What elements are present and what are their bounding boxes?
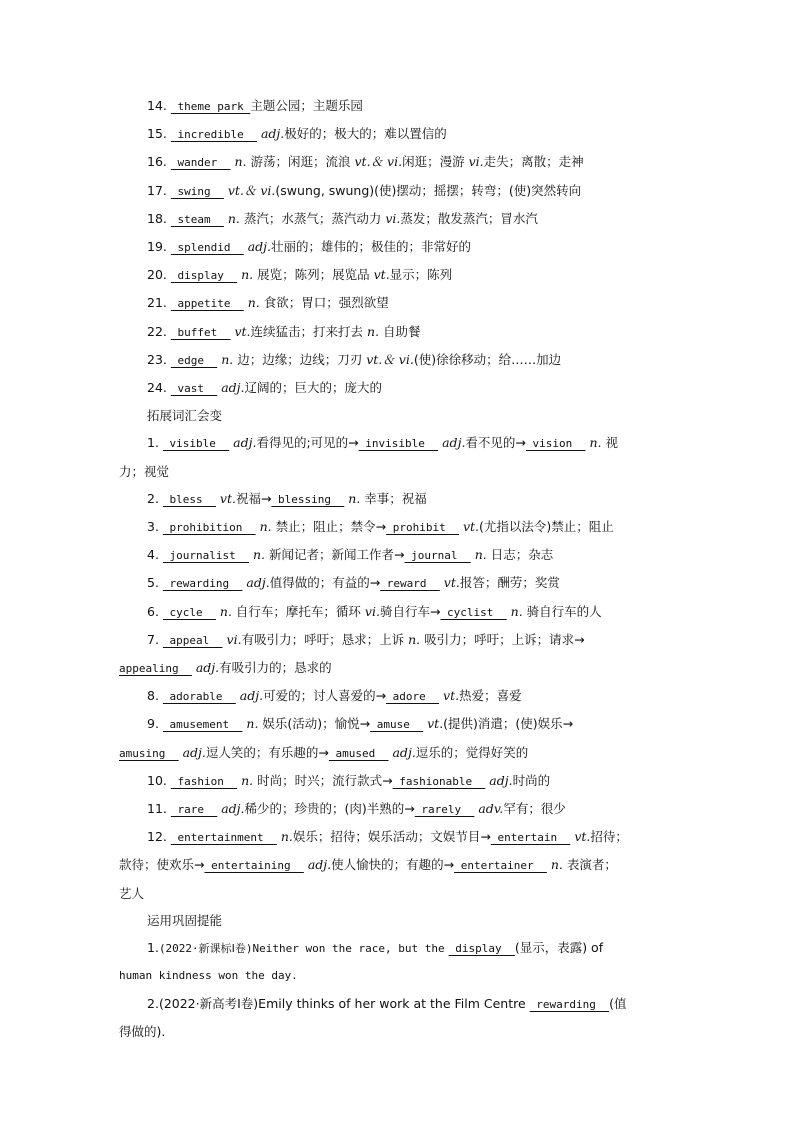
expand-item-6: 6. cycle n. 自行车；摩托车；循环 vi.骑自行车→ cyclist n. 骑自行车的人	[147, 603, 602, 619]
vocab-word: display	[170, 269, 238, 283]
expand-item-9: 9. amusement n. 娱乐(活动)；愉悦→ amuse vt.(提供)消遣；(使)娱乐→	[147, 716, 574, 732]
expand-item-2: 2. bless vt.祝福→ blessing n. 幸事；祝福	[147, 490, 427, 506]
vocab-word: splendid	[170, 241, 244, 255]
vocab-word: theme park	[170, 100, 251, 113]
expand-item-7-cont: appealing adj.有吸引力的；恳求的	[119, 660, 332, 676]
vocab-word: buffet	[170, 325, 231, 339]
section-heading-apply: 运用巩固提能	[147, 912, 223, 928]
expand-item-8: 8. adorable adj.可爱的；讨人喜爱的→ adore vt.热爱；喜爱	[147, 688, 522, 704]
expand-item-7: 7. appeal vi.有吸引力；呼吁；恳求；上诉 n. 吸引力；呼吁；上诉；请求→	[147, 631, 585, 647]
apply-question-1: 1.(2022·新课标Ⅰ卷)Neither won the race, but the display (显示，表露) of	[147, 940, 604, 956]
answer-blank: rewarding	[529, 997, 610, 1011]
expand-item-3: 3. prohibition n. 禁止；阻止；禁令→ prohibit vt.(尤指以法令)禁止；阻止	[147, 519, 614, 535]
vocab-word: edge	[170, 353, 218, 367]
expand-item-9-cont: amusing adj.逗人笑的；有乐趣的→ amused adj.逗乐的；觉得好笑的	[119, 744, 529, 760]
vocab-item-23: 23. edge n. 边；边缘；边线；刀刃 vt.＆ vi.(使)徐徐移动；给……加边	[147, 351, 562, 367]
expand-item-4: 4. journalist n. 新闻记者；新闻工作者→ journal n. 日志；杂志	[147, 547, 554, 563]
vocab-word: vast	[170, 382, 218, 396]
vocab-item-18: 18. steam n. 蒸汽；水蒸气；蒸汽动力 vi.蒸发；散发蒸汽；冒水汽	[147, 210, 538, 226]
expand-item-11: 11. rare adj.稀少的；珍贵的；(肉)半熟的→ rarely adv.罕有；很少	[147, 801, 566, 817]
vocab-word: steam	[170, 212, 224, 226]
expand-item-12: 12. entertainment n.娱乐；招待；娱乐活动；文娱节目→ entertain vt.招待；	[147, 829, 628, 845]
vocab-word: swing	[170, 184, 224, 198]
vocab-item-15: 15. incredible adj.极好的；极大的；难以置信的	[147, 126, 447, 142]
section-heading-expand: 拓展词汇会变	[147, 408, 223, 424]
vocab-item-16: 16. wander n. 游荡；闲逛；流浪 vt.＆ vi.闲逛；漫游 vi.走失；离散；走神	[147, 154, 584, 170]
worksheet-content	[119, 92, 674, 1045]
vocab-item-17: 17. swing vt.＆ vi.(swung, swung)(使)摆动；摇摆；转弯；(使)突然转向	[147, 182, 582, 198]
vocab-word: appetite	[170, 297, 244, 311]
vocab-item-14: 14. theme park 主题公园；主题乐园	[147, 98, 363, 113]
apply-question-2-cont: 得做的).	[119, 1023, 166, 1039]
apply-question-2: 2.(2022·新高考Ⅰ卷)Emily thinks of her work at the Film Centre rewarding (值	[147, 995, 627, 1011]
expand-item-5: 5. rewarding adj.值得做的；有益的→ reward vt.报答；酬劳；奖赏	[147, 575, 560, 591]
vocab-item-19: 19. splendid adj.壮丽的；雄伟的；极佳的；非常好的	[147, 239, 472, 255]
vocab-item-24: 24. vast adj.辽阔的；巨大的；庞大的	[147, 380, 383, 396]
vocab-item-20: 20. display n. 展览；陈列；展览品 vt.显示；陈列	[147, 267, 453, 283]
apply-question-1-cont: human kindness won the day.	[119, 969, 298, 983]
expand-item-10: 10. fashion n. 时尚；时兴；流行款式→ fashionable adj.时尚的	[147, 772, 551, 788]
expand-item-12-cont2: 艺人	[119, 885, 145, 901]
vocab-item-21: 21. appetite n. 食欲；胃口；强烈欲望	[147, 295, 389, 311]
expand-item-1: 1. visible adj.看得见的;可见的→ invisible adj.看不见的→ vision n. 视	[147, 435, 619, 451]
vocab-word: wander	[170, 156, 231, 170]
answer-blank: display	[448, 942, 515, 956]
vocab-item-22: 22. buffet vt.连续猛击；打来打去 n. 自助餐	[147, 323, 421, 339]
expand-item-1-cont: 力；视觉	[119, 463, 170, 479]
expand-item-12-cont: 款待；使欢乐→ entertaining adj.使人愉快的；有趣的→ entertainer n. 表演者；	[119, 857, 617, 873]
vocab-word: incredible	[170, 128, 257, 142]
